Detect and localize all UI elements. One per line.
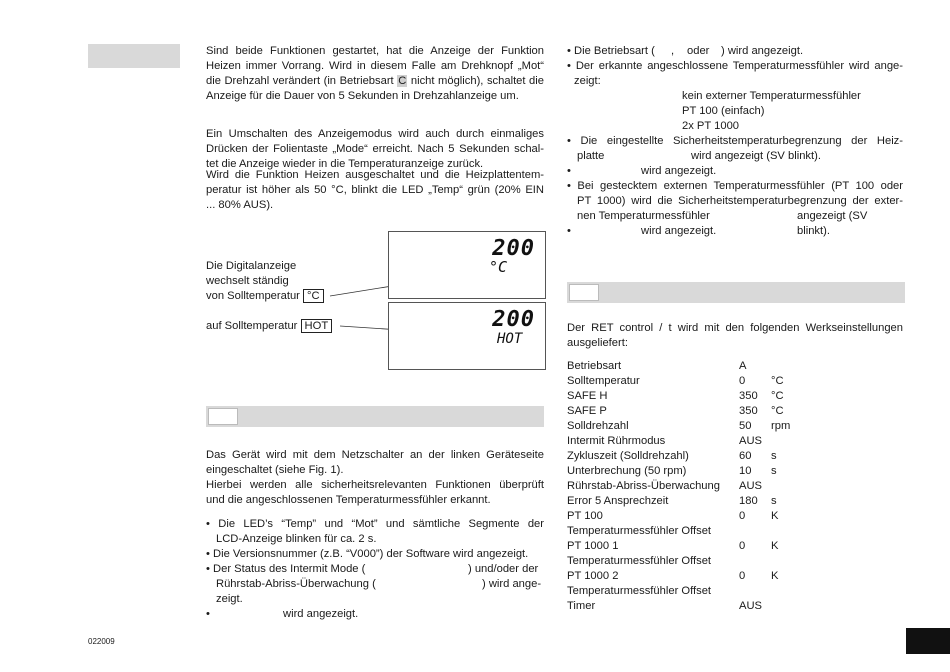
text-fragment: Rührstab-Abriss-Überwachung ( [216, 578, 376, 590]
setting-unit: °C [771, 375, 784, 387]
setting-name: Temperaturmessfühler Offset [567, 525, 712, 537]
text-line: zeigt: [574, 75, 601, 87]
text-fragment: wird angezeigt. [641, 225, 717, 237]
text-line: eingeschaltet (siehe Fig. 1). [206, 464, 344, 476]
text-fragment: • [206, 608, 210, 620]
unit-box-celsius: °C [303, 289, 324, 303]
text-line: • Die Versionsnummer (z.B. “V000”) der Software wird angezeigt. [206, 548, 529, 560]
setting-name: Timer [567, 600, 596, 612]
settings-row [567, 404, 867, 419]
text-line [206, 577, 544, 592]
settings-row [567, 464, 867, 479]
text-line: Das Gerät wird mit dem Netzschalter an der linken Geräteseite [206, 449, 544, 461]
text-line: • Bei gestecktem externen Temperaturmessfühler (PT 100 oder [567, 180, 903, 192]
setting-name: SAFE H [567, 390, 608, 402]
settings-row [567, 359, 867, 374]
text-line: Wird die Funktion Heizen ausgeschaltet und die Heizplattentem- [206, 169, 544, 181]
setting-unit: K [771, 570, 779, 582]
text-line: und die angeschlossenen Temperaturmessfühler erkannt. [206, 494, 491, 506]
setting-value: 0 [739, 570, 746, 582]
text-line: LCD-Anzeige blinken für ca. 2 s. [216, 533, 377, 545]
text-line: Hierbei werden alle sicherheitsrelevanten Funktionen überprüft [206, 479, 544, 491]
bullet-list-left [206, 517, 544, 622]
mode-c-highlight: C [398, 75, 407, 87]
setting-name: Temperaturmessfühler Offset [567, 555, 712, 567]
list-item [567, 164, 903, 179]
setting-unit: °C [771, 405, 784, 417]
setting-name: Betriebsart [567, 360, 622, 372]
text-line: Die Digitalanzeige [206, 260, 297, 272]
setting-name: Temperaturmessfühler Offset [567, 585, 712, 597]
setting-name: PT 100 [567, 510, 603, 522]
setting-value: 350 [739, 390, 758, 402]
settings-row [567, 509, 867, 524]
settings-row [567, 434, 867, 449]
paragraph-power-on [206, 448, 544, 508]
settings-row [567, 554, 867, 569]
text-fragment: nen Temperaturmessfühler [577, 210, 710, 222]
setting-name: Solldrehzahl [567, 420, 629, 432]
settings-row [567, 569, 867, 584]
setting-unit: rpm [771, 420, 791, 432]
text-line: • Der erkannte angeschlossene Temperaturmessfühler wird ange- [567, 60, 903, 72]
text-line: kein externer Temperaturmessfühler [682, 90, 861, 102]
text-fragment: nicht möglich), schaltet die [407, 75, 544, 87]
text-fragment: auf Solltemperatur [206, 320, 298, 332]
lcd-display-hot [388, 302, 546, 370]
text-line: Anzeige für die Dauer von 5 Sekunden in Drehzahlanzeige um. [206, 90, 519, 102]
setting-value: 50 [739, 420, 752, 432]
setting-value: A [739, 360, 747, 372]
text-fragment: platte [577, 150, 605, 162]
text-fragment: • Die Betriebsart ( [567, 45, 655, 57]
text-line: • Die eingestellte Sicherheitstemperaturbegrenzung der Heiz- [567, 135, 903, 147]
bullet-list-right [567, 44, 903, 239]
setting-value: 0 [739, 510, 746, 522]
settings-row [567, 524, 867, 539]
setting-name: PT 1000 1 [567, 540, 619, 552]
setting-value: 0 [739, 540, 746, 552]
setting-unit: s [771, 495, 777, 507]
list-item [567, 44, 903, 59]
settings-row [567, 494, 867, 509]
text-line: ... 80% AUS). [206, 199, 274, 211]
lcd-value: 200 [492, 236, 535, 261]
text-line: PT 1000) wird die Sicherheitstemperaturbegrenzung der exter- [577, 195, 903, 207]
setting-name: PT 1000 2 [567, 570, 619, 582]
settings-row [567, 389, 867, 404]
setting-name: Solltemperatur [567, 375, 640, 387]
text-fragment: wird angezeigt. [283, 608, 359, 620]
factory-settings-table [567, 359, 867, 619]
text-line [206, 562, 544, 577]
setting-name: Intermit Rührmodus [567, 435, 666, 447]
text-fragment: wird angezeigt. [641, 165, 717, 177]
settings-row [567, 599, 867, 614]
text-line: peratur ist höher als 50 °C, blinkt die LED „Temp“ grün (20% EIN [206, 184, 544, 196]
setting-value: 350 [739, 405, 758, 417]
text-line: Der RET control / t wird mit den folgenden Werkseinstellungen [567, 322, 903, 334]
setting-name: Error 5 Ansprechzeit [567, 495, 669, 507]
text-fragment: wird angezeigt (SV blinkt). [691, 150, 821, 162]
text-fragment: die Drehzahl verändert (in Betriebsart [206, 75, 398, 87]
paragraph-factory-intro [567, 321, 903, 351]
list-item [206, 607, 544, 622]
text-line: wechselt ständig [206, 275, 289, 287]
setting-value: 60 [739, 450, 752, 462]
lcd-unit: °C [489, 258, 508, 276]
text-fragment: • [567, 165, 571, 177]
text-line: Sind beide Funktionen gestartet, hat die Anzeige der Funktion [206, 45, 544, 57]
setting-value: 0 [739, 375, 746, 387]
page-corner-tab [906, 628, 950, 654]
settings-row [567, 419, 867, 434]
list-item [206, 517, 544, 547]
setting-name: SAFE P [567, 405, 607, 417]
text-fragment: • [567, 225, 571, 237]
text-fragment: ) und/oder der [468, 563, 539, 575]
settings-row [567, 539, 867, 554]
text-line: • Die LED’s “Temp” und “Mot” und sämtliche Segmente der [206, 518, 544, 530]
settings-row [567, 479, 867, 494]
text-fragment: , [671, 45, 675, 57]
section-heading-bar-left [206, 406, 544, 427]
text-fragment: ) wird ange- [482, 578, 542, 590]
lcd-value: 200 [492, 307, 535, 332]
section-number-box [569, 284, 599, 301]
setting-unit: K [771, 510, 779, 522]
setting-unit: °C [771, 390, 784, 402]
text-line: Drücken der Folientaste „Mode“ erreicht. Nach 5 Sekunden schal- [206, 143, 544, 155]
text-line: Heizen immer Vorrang. Wird in diesem Falle am Drehknopf „Mot“ [206, 60, 544, 72]
lcd-display-celsius [388, 231, 546, 299]
setting-value: AUS [739, 600, 763, 612]
text-line: zeigt. [216, 593, 243, 605]
text-line: 2x PT 1000 [682, 120, 740, 132]
setting-name: Rührstab-Abriss-Überwachung [567, 480, 720, 492]
settings-row [567, 584, 867, 599]
list-item [206, 562, 544, 607]
setting-unit: K [771, 540, 779, 552]
list-item [567, 224, 903, 239]
text-line: tet die Anzeige wieder in die Temperaturanzeige zurück. [206, 158, 484, 170]
setting-value: AUS [739, 480, 763, 492]
section-number-box [208, 408, 238, 425]
setting-unit: s [771, 450, 777, 462]
list-item [567, 59, 903, 89]
text-line [567, 149, 903, 164]
settings-row [567, 449, 867, 464]
setting-value: 10 [739, 465, 752, 477]
text-fragment: ) wird angezeigt. [721, 45, 804, 57]
lcd-unit: HOT [497, 331, 523, 347]
sensor-list [567, 89, 903, 134]
text-fragment: angezeigt (SV blinkt). [797, 210, 868, 237]
text-fragment: • Der Status des Intermit Mode ( [206, 563, 366, 575]
unit-box-hot: HOT [301, 319, 333, 333]
setting-name: Unterbrechung (50 rpm) [567, 465, 687, 477]
text-line: PT 100 (einfach) [682, 105, 765, 117]
setting-unit: s [771, 465, 777, 477]
text-fragment: oder [687, 45, 710, 57]
setting-value: AUS [739, 435, 763, 447]
text-line: Ein Umschalten des Anzeigemodus wird auch durch einmaliges [206, 128, 544, 140]
list-item [206, 547, 544, 562]
setting-name: Zykluszeit (Solldrehzahl) [567, 450, 689, 462]
setting-value: 180 [739, 495, 758, 507]
settings-row [567, 374, 867, 389]
footer-code: 022009 [88, 637, 115, 646]
section-heading-bar-right [567, 282, 905, 303]
text-line: ausgeliefert: [567, 337, 628, 349]
list-item [567, 134, 903, 164]
text-fragment: von Solltemperatur [206, 290, 300, 302]
